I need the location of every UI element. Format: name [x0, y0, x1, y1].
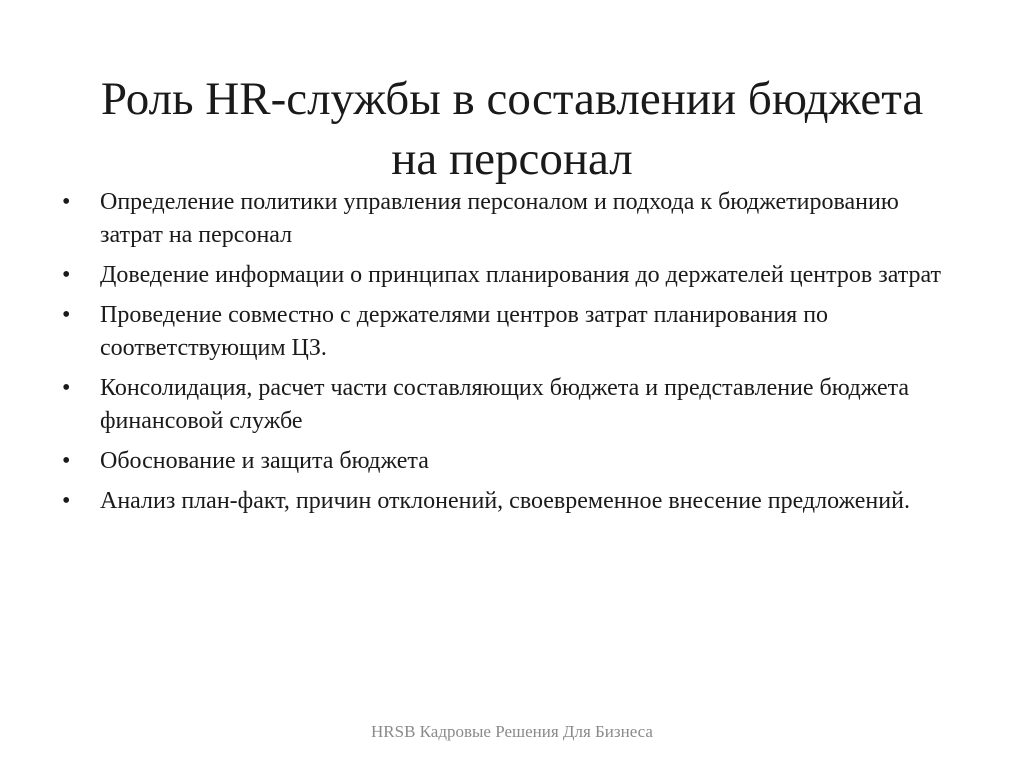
bullet-dot-icon: • [62, 375, 71, 401]
bullet-text: Консолидация, расчет части составляющих бюджета и представление бюджета финансовой службе [100, 375, 910, 434]
bullet-item [62, 259, 962, 292]
slide-title [40, 69, 984, 189]
bullet-text: Проведение совместно с держателями центров затрат планирования по соответствующим ЦЗ. [100, 302, 829, 361]
slide-title-line-2: на персонал [391, 133, 633, 186]
bullet-text: Анализ план-факт, причин отклонений, своевременное внесение предложений. [100, 488, 910, 514]
bullet-dot-icon: • [62, 189, 71, 215]
slide-footer: HRSB Кадровые Решения Для Бизнеса [371, 722, 653, 741]
bullet-item [62, 485, 962, 518]
bullet-list [62, 186, 962, 525]
bullet-text: Обоснование и защита бюджета [100, 448, 429, 474]
bullet-item [62, 299, 962, 365]
bullet-item [62, 445, 962, 478]
slide-title-line-1: Роль HR-службы в составлении бюджета [100, 73, 924, 126]
bullet-dot-icon: • [62, 302, 71, 328]
bullet-dot-icon: • [62, 262, 71, 288]
bullet-dot-icon: • [62, 488, 71, 514]
bullet-item [62, 186, 962, 252]
bullet-text: Доведение информации о принципах планирования до держателей центров затрат [100, 262, 942, 288]
bullet-dot-icon: • [62, 448, 71, 474]
bullet-item [62, 372, 962, 438]
bullet-text: Определение политики управления персоналом и подхода к бюджетированию затрат на персонал [100, 189, 899, 248]
